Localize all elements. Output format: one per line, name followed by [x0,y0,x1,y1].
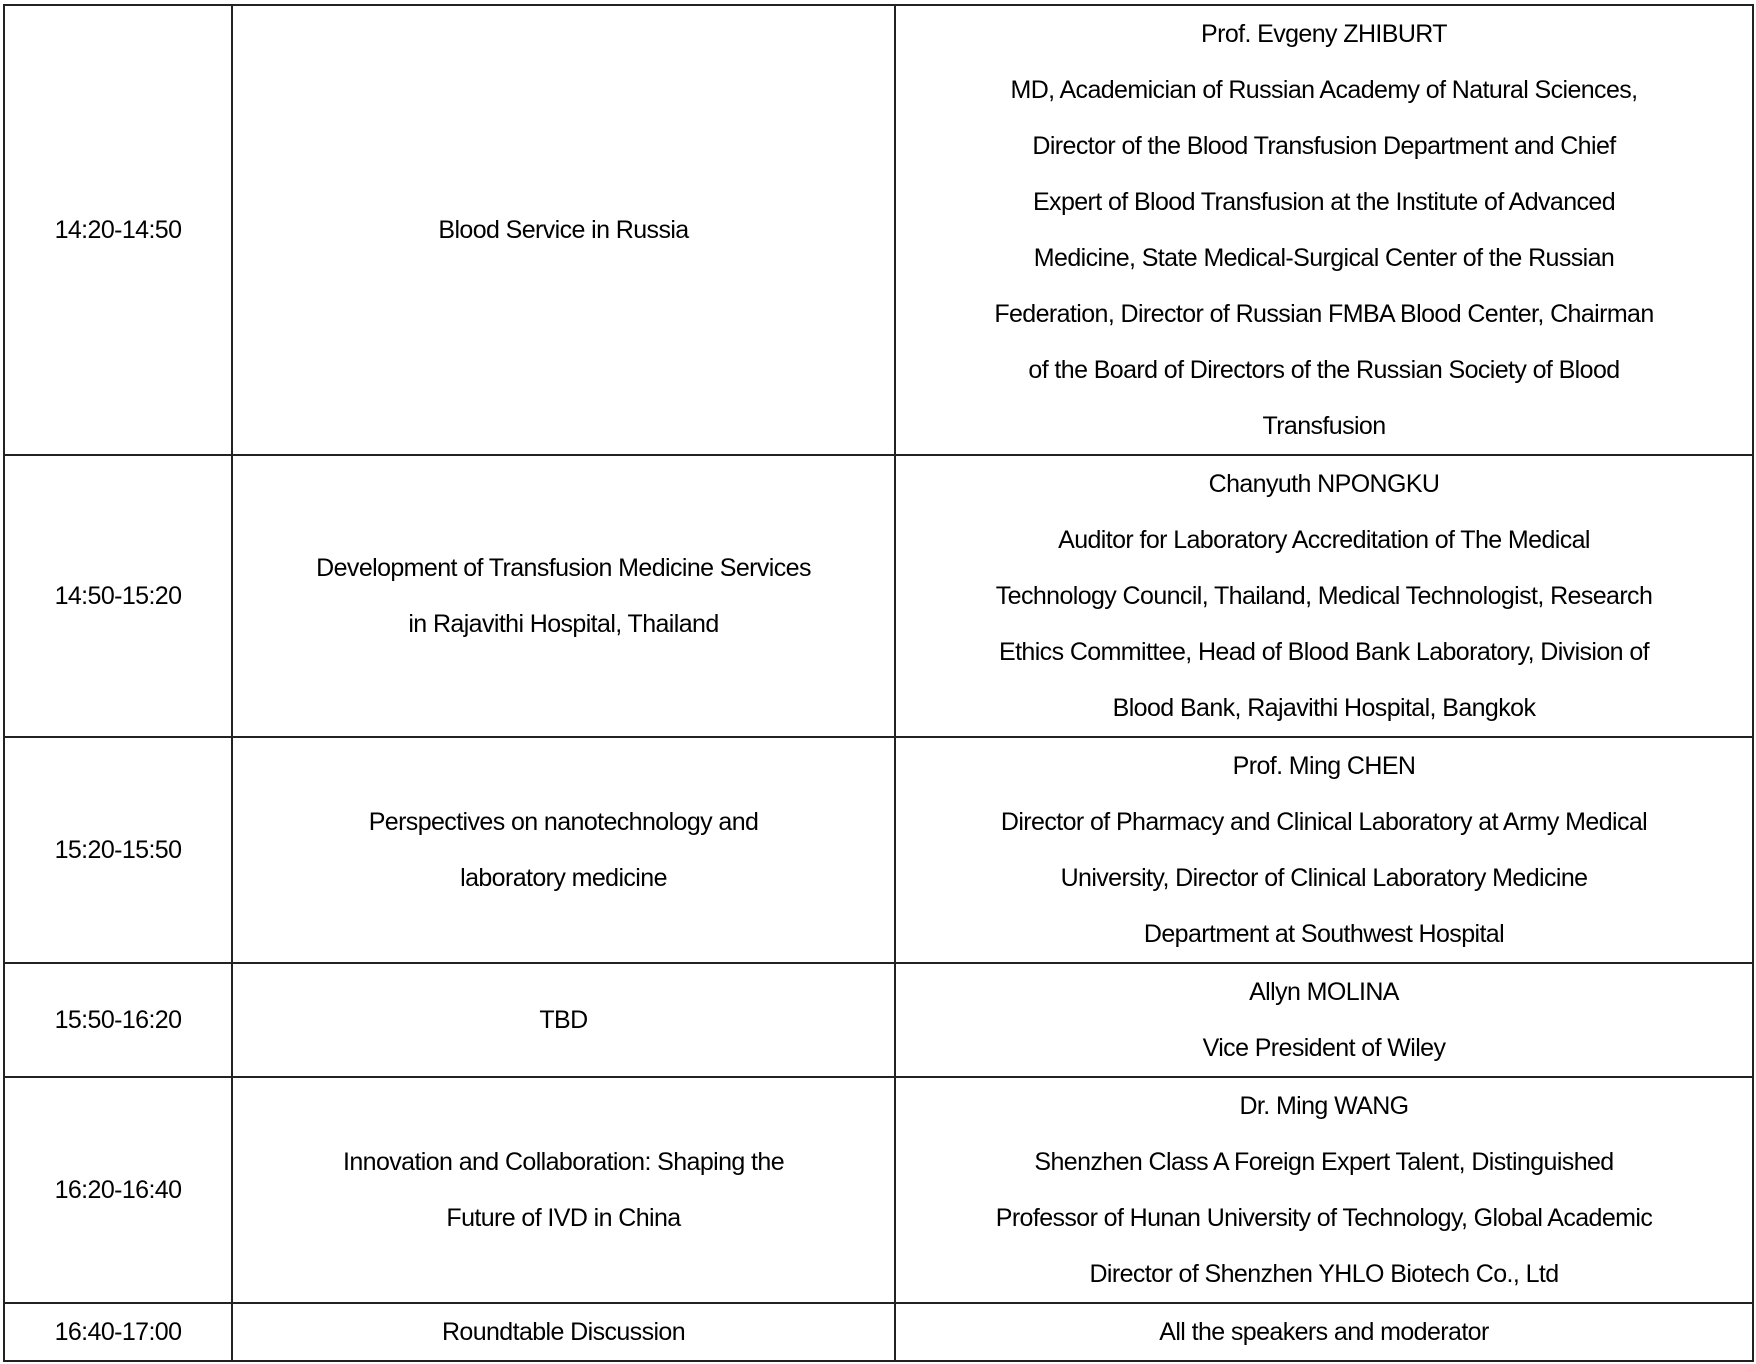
speaker-bio-line: Expert of Blood Transfusion at the Institute of Advanced [1032,188,1616,216]
speaker-name: Prof. Ming CHEN [1232,752,1416,780]
speaker-bio-line: Vice President of Wiley [1202,1034,1446,1062]
speaker-bio-line: University, Director of Clinical Laboratory Medicine [1060,864,1588,892]
topic-cell [232,455,895,737]
time-cell [4,963,232,1077]
speaker-cell [895,455,1753,737]
time-text: 14:20-14:50 [54,216,182,244]
time-text: 14:50-15:20 [54,582,182,610]
topic-cell [232,737,895,963]
topic-line: in Rajavithi Hospital, Thailand [408,610,719,638]
speaker-name: Dr. Ming WANG [1239,1092,1409,1120]
speaker-bio-line: Director of Shenzhen YHLO Biotech Co., Ltd [1089,1260,1559,1288]
speaker-bio-line: Medicine, State Medical-Surgical Center of the Russian [1033,244,1615,272]
speaker-bio-line: Transfusion [1262,412,1386,440]
speaker-name: All the speakers and moderator [1159,1318,1489,1346]
speaker-cell [895,1077,1753,1303]
time-cell [4,5,232,455]
topic-line: Perspectives on nanotechnology and [368,808,759,836]
time-cell [4,1077,232,1303]
time-cell [4,737,232,963]
time-text: 16:40-17:00 [54,1318,182,1346]
topic-line: Blood Service in Russia [438,216,689,244]
speaker-cell [895,737,1753,963]
speaker-bio-line: Professor of Hunan University of Technology, Global Academic [995,1204,1653,1232]
topic-line: TBD [539,1006,588,1034]
topic-line: Innovation and Collaboration: Shaping the [342,1148,785,1176]
table-row [4,1303,1753,1361]
speaker-cell [895,1303,1753,1361]
speaker-bio-line: Federation, Director of Russian FMBA Blood Center, Chairman [994,300,1654,328]
table-row [4,5,1753,455]
table-row [4,963,1753,1077]
time-text: 15:50-16:20 [54,1006,182,1034]
topic-cell [232,963,895,1077]
table-row [4,737,1753,963]
time-text: 15:20-15:50 [54,836,182,864]
speaker-bio-line: MD, Academician of Russian Academy of Natural Sciences, [1010,76,1638,104]
speaker-name: Chanyuth NPONGKU [1208,470,1440,498]
time-text: 16:20-16:40 [54,1176,182,1204]
topic-cell [232,1077,895,1303]
topic-cell [232,1303,895,1361]
time-cell [4,455,232,737]
table-row [4,1077,1753,1303]
speaker-bio-line: Blood Bank, Rajavithi Hospital, Bangkok [1112,694,1536,722]
speaker-bio-line: of the Board of Directors of the Russian Society of Blood [1028,356,1620,384]
speaker-cell [895,5,1753,455]
schedule-table [3,4,1754,1362]
speaker-bio-line: Director of the Blood Transfusion Department and Chief [1032,132,1616,160]
speaker-cell [895,963,1753,1077]
topic-line: Roundtable Discussion [441,1318,686,1346]
speaker-bio-line: Shenzhen Class A Foreign Expert Talent, Distinguished [1034,1148,1614,1176]
speaker-bio-line: Auditor for Laboratory Accreditation of The Medical [1058,526,1590,554]
speaker-bio-line: Director of Pharmacy and Clinical Laboratory at Army Medical [1000,808,1648,836]
topic-line: laboratory medicine [460,864,667,892]
speaker-bio-line: Ethics Committee, Head of Blood Bank Laboratory, Division of [999,638,1649,666]
topic-line: Future of IVD in China [446,1204,681,1232]
speaker-bio-line: Technology Council, Thailand, Medical Technologist, Research [995,582,1653,610]
speaker-name: Allyn MOLINA [1249,978,1399,1006]
speaker-bio-line: Department at Southwest Hospital [1143,920,1505,948]
topic-cell [232,5,895,455]
topic-line: Development of Transfusion Medicine Services [316,554,811,582]
time-cell [4,1303,232,1361]
speaker-name: Prof. Evgeny ZHIBURT [1201,20,1447,48]
table-row [4,455,1753,737]
